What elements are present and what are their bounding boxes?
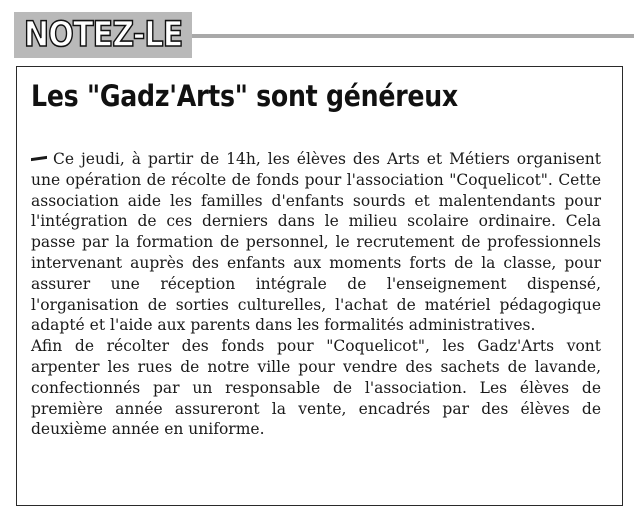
article-paragraph [31, 149, 601, 336]
article-box [16, 66, 623, 506]
section-header [0, 0, 640, 66]
article-paragraph-text: Ce jeudi, à partir de 14h, les élèves des Arts et Métiers organisent une opération de récolte de fonds pour l'association "Coquelicot". Cette association aide les familles d'enfants sourds et malentendants pour l'intégration de ces derniers dans le milieu scolaire ordinaire. Cela passe par la formation de personnel, le recrutement de professionnels intervenant auprès des enfants aux moments forts de la classe, pour assurer une réception intégrale de l'enseignement dispensé, l'organisation de sorties culturelles, l'achat de matériel pédagogique adapté et l'aide aux parents dans les formalités administratives. [31, 150, 601, 335]
arrow-bullet-icon [31, 156, 47, 161]
section-tab [14, 12, 192, 58]
article-body [31, 149, 601, 440]
header-rule [192, 34, 634, 38]
article-headline: Les "Gadz'Arts" sont généreux [31, 79, 458, 113]
article-paragraph: Afin de récolter des fonds pour "Coquelicot", les Gadz'Arts vont arpenter les rues de notre ville pour vendre des sachets de lavande, confectionnés par un responsable de l'association. Les élèves de première année assureront la vente, encadrés par des élèves de deuxième année en uniforme. [31, 337, 601, 439]
section-label: NOTEZ-LE [23, 14, 183, 55]
